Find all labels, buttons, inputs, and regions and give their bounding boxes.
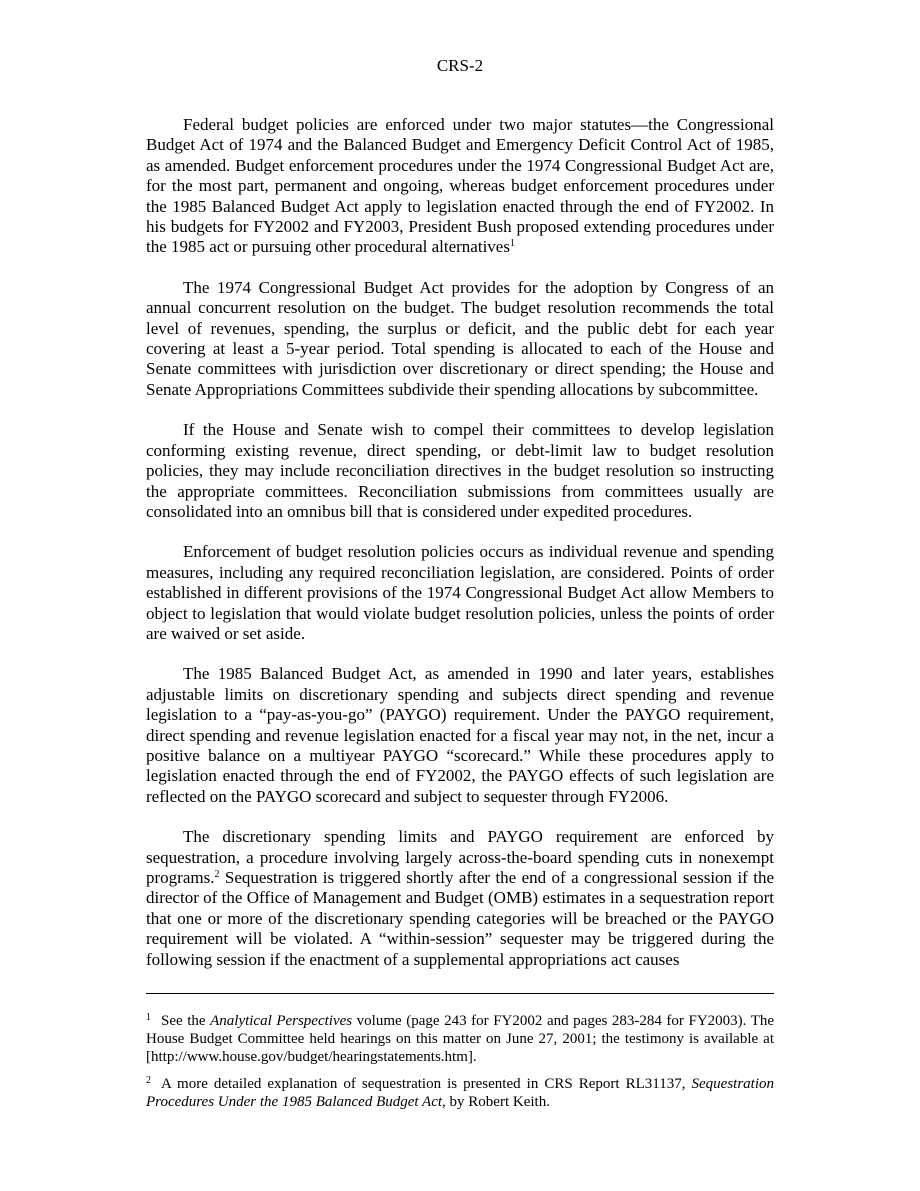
- footnote-1-suffix: volume (page 243 for FY2002 and pages 283-284 for FY2003). The House Budget Committee held hearings on this matter on June 27, 2001; the testimony is available at [http://www.house.gov/budget/hearingstatements.htm].: [146, 1013, 775, 1065]
- paragraph-1: [146, 115, 774, 258]
- footnote-ref-1[interactable]: 1: [509, 238, 515, 250]
- page-header: [0, 55, 920, 77]
- paragraph-1-text: Federal budget policies are enforced under two major statutes—the Congressional Budget Act of 1974 and the Balanced Budget and Emergency Deficit Control Act of 1985, as amended. Budget enforcement procedures under the 1974 Congressional Budget Act are, for the most part, permanent and ongoing, whereas budget enforcement procedures under the 1985 Balanced Budget Act apply to legislation enacted through the end of FY2002. In his budgets for FY2002 and FY2003, President Bush proposed extending procedures under the 1985 act or pursuing other procedural alternatives: [146, 115, 774, 257]
- footnote-2: [146, 1075, 774, 1111]
- page-label: CRS-2: [436, 56, 484, 75]
- footnote-2-suffix: , by Robert Keith.: [442, 1094, 550, 1110]
- footnote-2-title: Sequestration Procedures Under the 1985 Balanced Budget Act: [146, 1076, 774, 1110]
- paragraph-4: Enforcement of budget resolution policies occurs as individual revenue and spending measures, including any required reconciliation legislation, are considered. Points of order established in different provisions of the 1974 Congressional Budget Act allow Members to object to legislation that would violate budget resolution policies, unless the points of order are waived or set aside.: [146, 542, 774, 643]
- footnote-2-number: 2: [146, 1075, 151, 1086]
- footnote-divider: [146, 993, 774, 994]
- body-text: [146, 115, 774, 990]
- footnotes: [146, 1012, 774, 1120]
- paragraph-6: [146, 827, 774, 970]
- footnote-1-number: 1: [146, 1012, 151, 1023]
- footnote-1-title: Analytical Perspectives: [210, 1013, 353, 1029]
- paragraph-5: The 1985 Balanced Budget Act, as amended in 1990 and later years, establishes adjustable limits on discretionary spending and subjects direct spending and revenue legislation to a “pay-as-you-go” (PAYGO) requirement. Under the PAYGO requirement, direct spending and revenue legislation enacted for a fiscal year may not, in the net, incur a positive balance on a multiyear PAYGO “scorecard.” While these procedures apply to legislation enacted through the end of FY2002, the PAYGO effects of such legislation are reflected on the PAYGO scorecard and subject to sequester through FY2006.: [146, 664, 774, 806]
- paragraph-2: The 1974 Congressional Budget Act provides for the adoption by Congress of an annual concurrent resolution on the budget. The budget resolution recommends the total level of revenues, spending, the surplus or deficit, and the public debt for each year covering at least a 5-year period. Total spending is allocated to each of the House and Senate committees with jurisdiction over discretionary or direct spending; the House and Senate Appropriations Committees subdivide their spending allocations by subcommittee.: [146, 277, 774, 399]
- footnote-2-prefix: A more detailed explanation of sequestration is presented in CRS Report RL31137,: [161, 1076, 692, 1092]
- footnote-1-prefix: See the: [161, 1013, 211, 1029]
- paragraph-6-text-before: The discretionary spending limits and PAYGO requirement are enforced by sequestration, a procedure involving largely across-the-board spending cuts in nonexempt programs.: [146, 827, 774, 887]
- paragraph-6-text-after: Sequestration is triggered shortly after the end of a congressional session if the director of the Office of Management and Budget (OMB) estimates in a sequestration report that one or more of the discretionary spending categories will be breached or the PAYGO requirement will be violated. A “within-session” sequester may be triggered during the following session if the enactment of a supplemental appropriations act causes: [146, 868, 774, 969]
- paragraph-3: If the House and Senate wish to compel their committees to develop legislation conforming existing revenue, direct spending, or debt-limit law to budget resolution policies, they may include reconciliation directives in the budget resolution so instructing the appropriate committees. Reconciliation submissions from committees usually are consolidated into an omnibus bill that is considered under expedited procedures.: [146, 420, 774, 521]
- footnote-1: [146, 1012, 774, 1066]
- footnote-ref-2[interactable]: 2: [214, 869, 220, 880]
